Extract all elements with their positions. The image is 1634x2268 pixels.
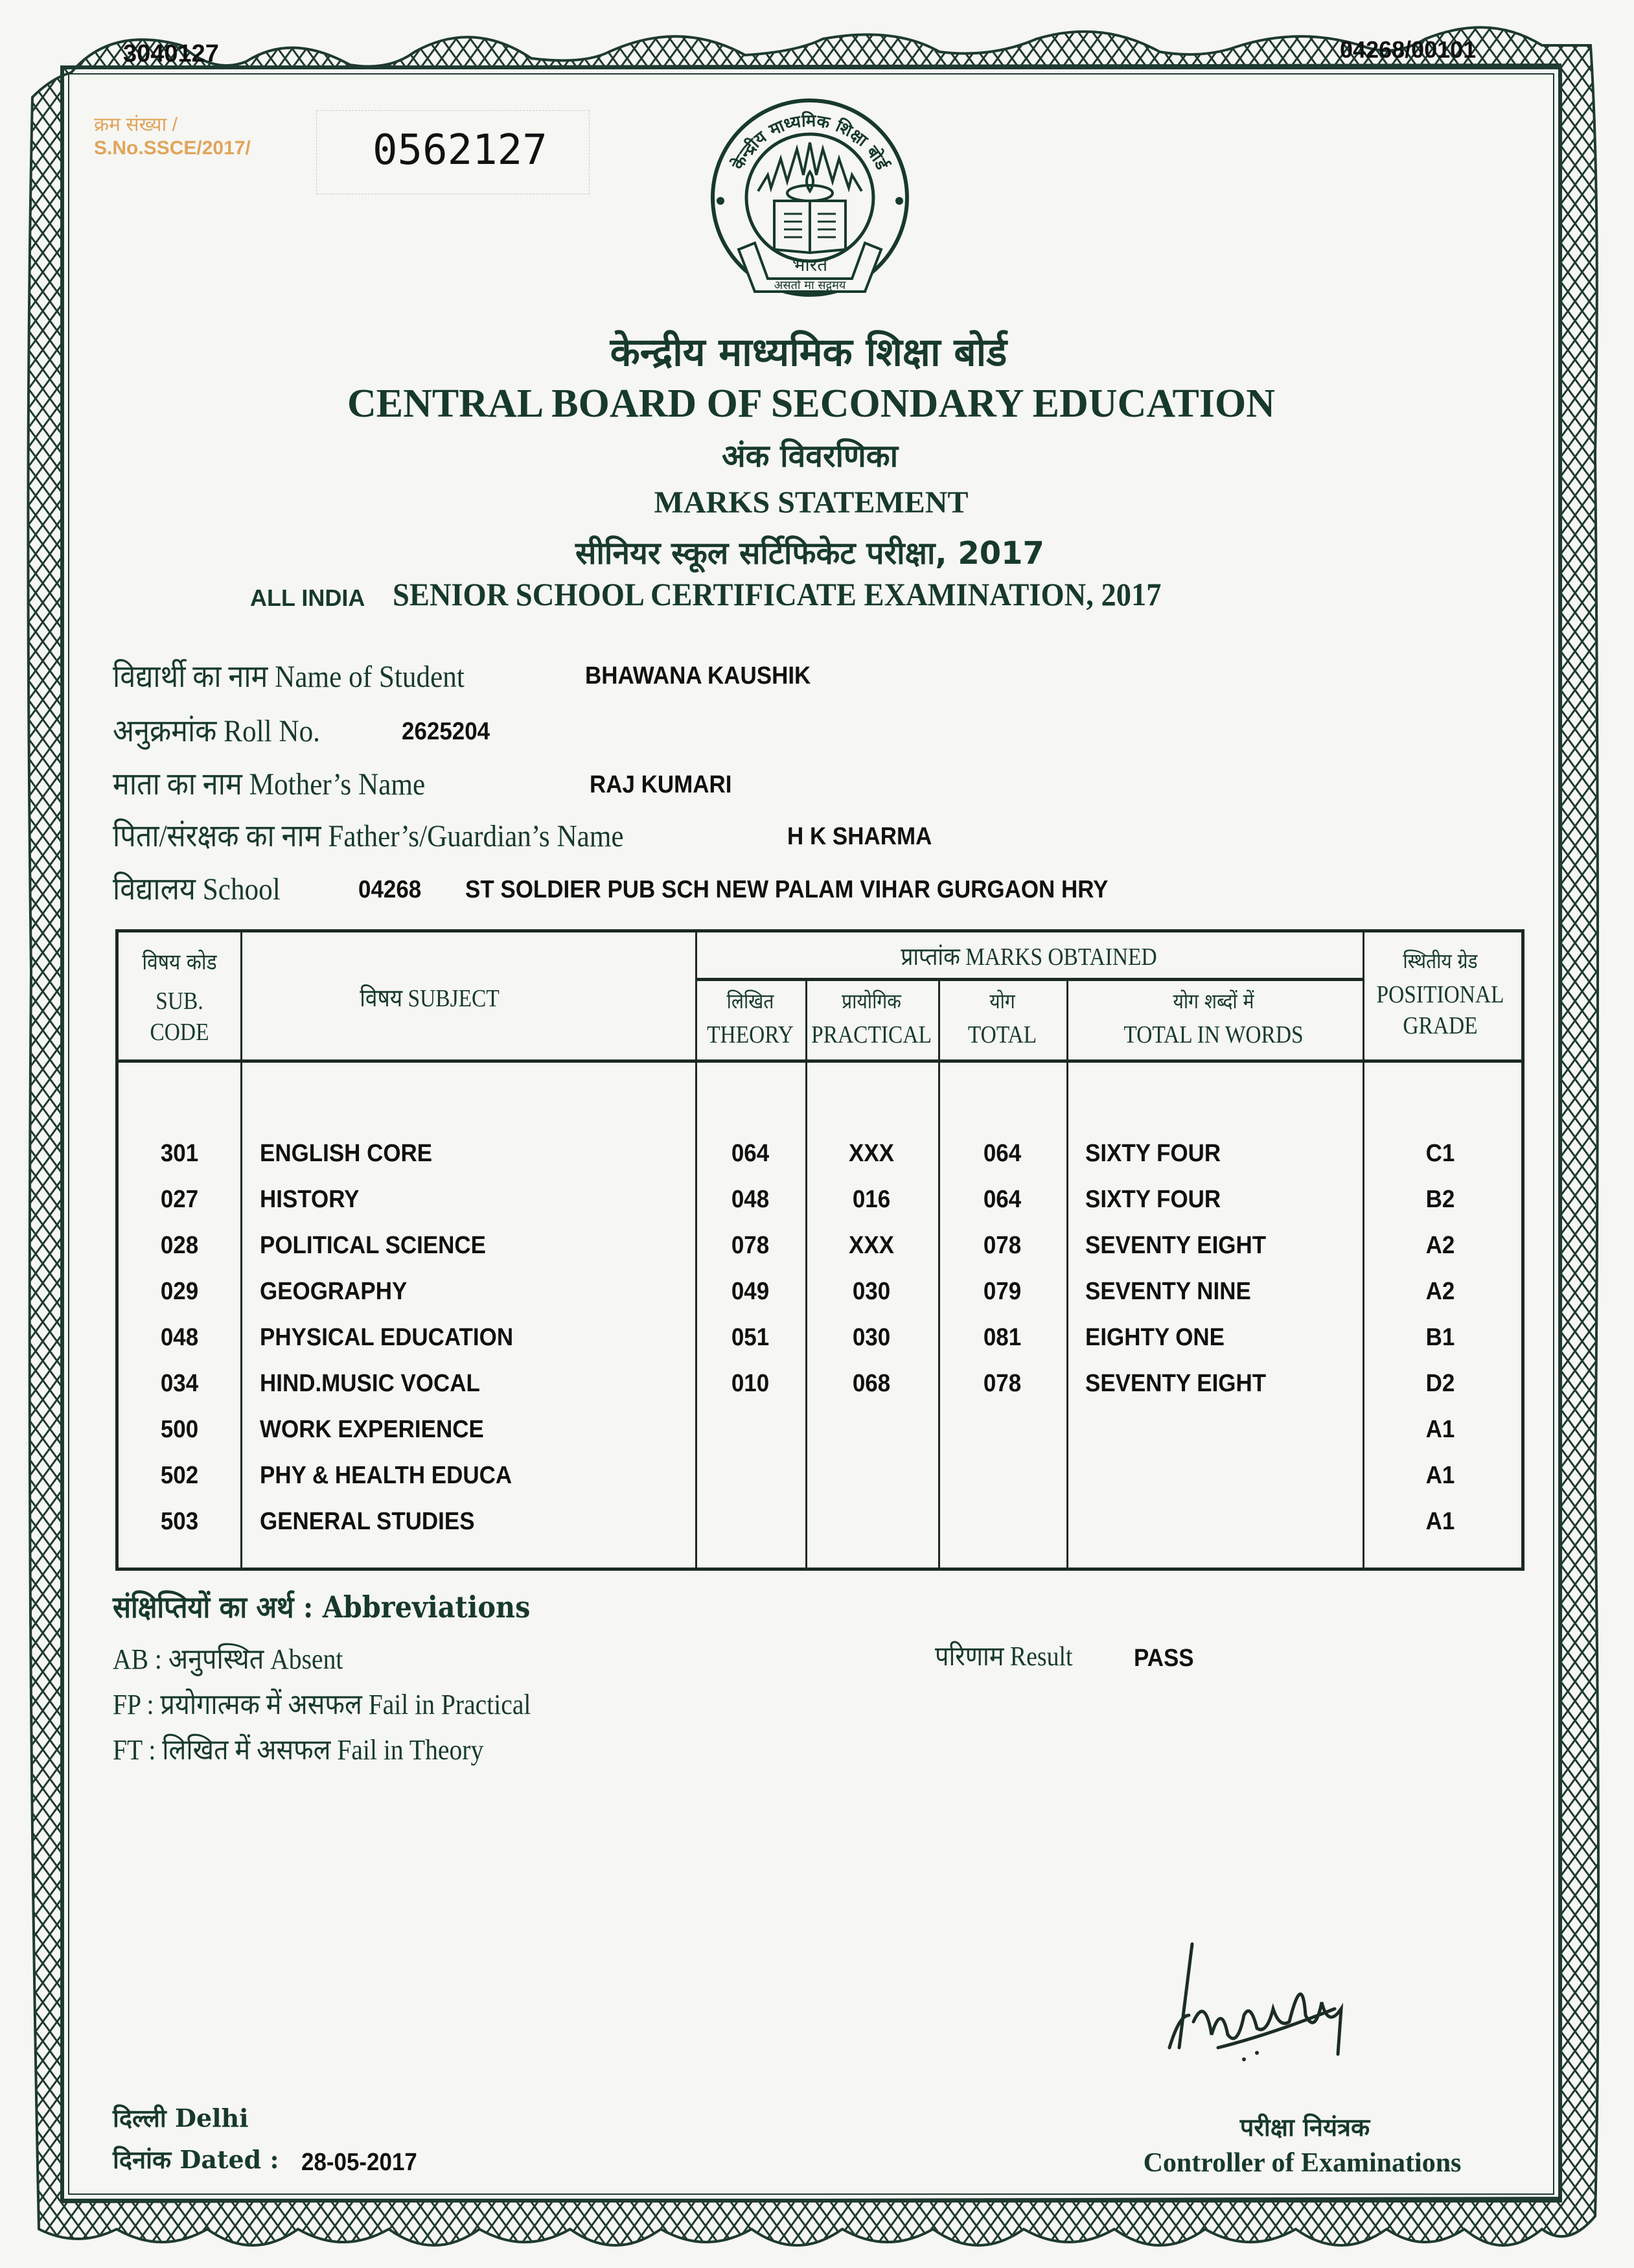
cell-total: 078 <box>983 1370 1022 1397</box>
serial-label-hindi: क्रम संख्या / <box>94 114 178 135</box>
document-title: MARKS STATEMENT <box>654 485 969 520</box>
serial-number: 0562127 <box>373 126 547 174</box>
cell-subject: HIND.MUSIC VOCAL <box>260 1370 480 1397</box>
table-row <box>119 1462 1521 1494</box>
signatory-title: Controller of Examinations <box>1143 2148 1462 2178</box>
corner-code-left: 3040127 <box>123 40 219 67</box>
cell-practical: 016 <box>852 1186 891 1213</box>
result-label: परिणाम Result <box>935 1642 1073 1672</box>
cell-practical: 068 <box>852 1370 891 1397</box>
cell-total: 064 <box>983 1186 1022 1213</box>
cell-words: SIXTY FOUR <box>1085 1140 1221 1167</box>
document-title-hindi: अंक विवरणिका <box>721 438 899 474</box>
cell-theory: 064 <box>731 1140 770 1167</box>
cell-subject: PHY & HEALTH EDUCA <box>260 1462 512 1489</box>
mother-name: RAJ KUMARI <box>590 771 732 798</box>
header-code-2: CODE <box>150 1019 209 1046</box>
cell-words: SEVENTY EIGHT <box>1085 1370 1267 1397</box>
cell-theory: 049 <box>731 1278 770 1305</box>
header-theory: THEORY <box>707 1021 794 1048</box>
cell-words: SEVENTY EIGHT <box>1085 1232 1267 1259</box>
father-name: H K SHARMA <box>787 823 932 850</box>
cell-grade: A1 <box>1425 1462 1455 1489</box>
abbreviation-fail-theory: FT : लिखित में असफल Fail in Theory <box>113 1734 484 1766</box>
table-row <box>119 1508 1521 1540</box>
cell-theory: 078 <box>731 1232 770 1259</box>
exam-name-hindi: सीनियर स्कूल सर्टिफिकेट परीक्षा, 2017 <box>575 535 1044 572</box>
header-total-hindi: योग <box>989 989 1015 1013</box>
serial-label: S.No.SSCE/2017/ <box>94 137 251 159</box>
student-name-label: विद्यार्थी का नाम Name of Student <box>113 660 465 694</box>
cell-subject: POLITICAL SCIENCE <box>260 1232 486 1259</box>
cell-grade: A1 <box>1425 1508 1455 1535</box>
board-name-hindi: केन्द्रीय माध्यमिक शिक्षा बोर्ड <box>610 330 1007 375</box>
cell-grade: D2 <box>1425 1370 1455 1397</box>
abbreviations-heading: संक्षिप्तियों का अर्थ : Abbreviations <box>113 1590 531 1625</box>
result-value: PASS <box>1134 1645 1194 1672</box>
cell-words: SEVENTY NINE <box>1085 1278 1251 1305</box>
cell-subject: ENGLISH CORE <box>260 1140 433 1167</box>
marks-table <box>115 929 1525 1571</box>
header-words-hindi: योग शब्दों में <box>1173 989 1254 1013</box>
header-marks-obtained: प्राप्तांक MARKS OBTAINED <box>901 943 1157 971</box>
cell-code: 503 <box>160 1508 199 1535</box>
header-code-hindi: विषय कोड <box>142 949 217 975</box>
header-theory-hindi: लिखित <box>726 989 774 1013</box>
header-grade: POSITIONAL <box>1376 981 1504 1008</box>
cell-code: 027 <box>160 1186 199 1213</box>
table-row <box>119 1140 1521 1172</box>
header-grade-hindi: स्थितीय ग्रेड <box>1403 949 1478 973</box>
seal-motto: असतो मा सद्गमय <box>774 279 846 292</box>
cell-code: 028 <box>160 1232 199 1259</box>
cell-total: 079 <box>983 1278 1022 1305</box>
school-code: 04268 <box>358 876 422 903</box>
cell-theory: 048 <box>731 1186 770 1213</box>
cell-subject: GEOGRAPHY <box>260 1278 408 1305</box>
school-name: ST SOLDIER PUB SCH NEW PALAM VIHAR GURGAON HRY <box>465 876 1109 903</box>
cell-theory: 051 <box>731 1324 770 1351</box>
cell-subject: WORK EXPERIENCE <box>260 1416 484 1443</box>
cell-practical: XXX <box>849 1140 894 1167</box>
abbreviation-fail-practical: FP : प्रयोगात्मक में असफल Fail in Practical <box>113 1689 531 1720</box>
table-row <box>119 1370 1521 1402</box>
header-practical-hindi: प्रायोगिक <box>842 989 901 1013</box>
cell-code: 029 <box>160 1278 199 1305</box>
header-grade-2: GRADE <box>1403 1012 1478 1039</box>
corner-code-right: 04268/00101 <box>1340 36 1477 63</box>
cell-practical: 030 <box>852 1324 891 1351</box>
cell-grade: C1 <box>1425 1140 1455 1167</box>
school-label: विद्यालय School <box>113 872 281 907</box>
cell-grade: B1 <box>1425 1324 1455 1351</box>
table-row <box>119 1278 1521 1310</box>
cell-total: 064 <box>983 1140 1022 1167</box>
table-row <box>119 1324 1521 1356</box>
exam-prefix: ALL INDIA <box>250 584 365 611</box>
seal-country: भारत <box>792 254 828 275</box>
signatory-title-hindi: परीक्षा नियंत्रक <box>1239 2113 1370 2142</box>
issue-date: 28-05-2017 <box>301 2149 417 2176</box>
cell-code: 500 <box>160 1416 199 1443</box>
student-name: BHAWANA KAUSHIK <box>585 662 811 689</box>
cell-words: SIXTY FOUR <box>1085 1186 1221 1213</box>
cell-grade: A1 <box>1425 1416 1455 1443</box>
header-practical: PRACTICAL <box>811 1021 932 1048</box>
cell-subject: PHYSICAL EDUCATION <box>260 1324 514 1351</box>
board-name: CENTRAL BOARD OF SECONDARY EDUCATION <box>347 382 1275 426</box>
cell-theory: 010 <box>731 1370 770 1397</box>
place: दिल्ली Delhi <box>113 2103 249 2133</box>
cell-grade: B2 <box>1425 1186 1455 1213</box>
header-total: TOTAL <box>967 1021 1037 1048</box>
cell-grade: A2 <box>1425 1232 1455 1259</box>
header-subject: विषय SUBJECT <box>360 985 500 1012</box>
seal-ring-text: केन्द्रीय माध्यमिक शिक्षा बोर्ड <box>728 111 892 173</box>
cell-practical: XXX <box>849 1232 894 1259</box>
cell-practical: 030 <box>852 1278 891 1305</box>
roll-number: 2625204 <box>402 718 490 745</box>
cell-subject: GENERAL STUDIES <box>260 1508 475 1535</box>
table-row <box>119 1416 1521 1448</box>
mother-name-label: माता का नाम Mother’s Name <box>113 767 426 802</box>
cell-code: 034 <box>160 1370 199 1397</box>
cbse-seal-logo <box>706 97 914 305</box>
header-code: SUB. <box>155 988 203 1015</box>
cell-words: EIGHTY ONE <box>1085 1324 1225 1351</box>
cell-code: 502 <box>160 1462 199 1489</box>
table-row <box>119 1186 1521 1218</box>
cell-total: 078 <box>983 1232 1022 1259</box>
exam-name: SENIOR SCHOOL CERTIFICATE EXAMINATION, 2017 <box>393 576 1162 612</box>
date-label: दिनांक Dated : <box>113 2145 279 2174</box>
cell-code: 301 <box>160 1140 199 1167</box>
cell-grade: A2 <box>1425 1278 1455 1305</box>
roll-number-label: अनुक्रमांक Roll No. <box>113 714 320 748</box>
father-name-label: पिता/संरक्षक का नाम Father’s/Guardian’s Name <box>113 819 624 853</box>
table-row <box>119 1232 1521 1264</box>
cell-total: 081 <box>983 1324 1022 1351</box>
cell-subject: HISTORY <box>260 1186 360 1213</box>
abbreviation-absent: AB : अनुपस्थित Absent <box>113 1643 343 1675</box>
header-words: TOTAL IN WORDS <box>1123 1021 1304 1048</box>
cell-code: 048 <box>160 1324 199 1351</box>
controller-signature <box>1153 1938 1451 2067</box>
